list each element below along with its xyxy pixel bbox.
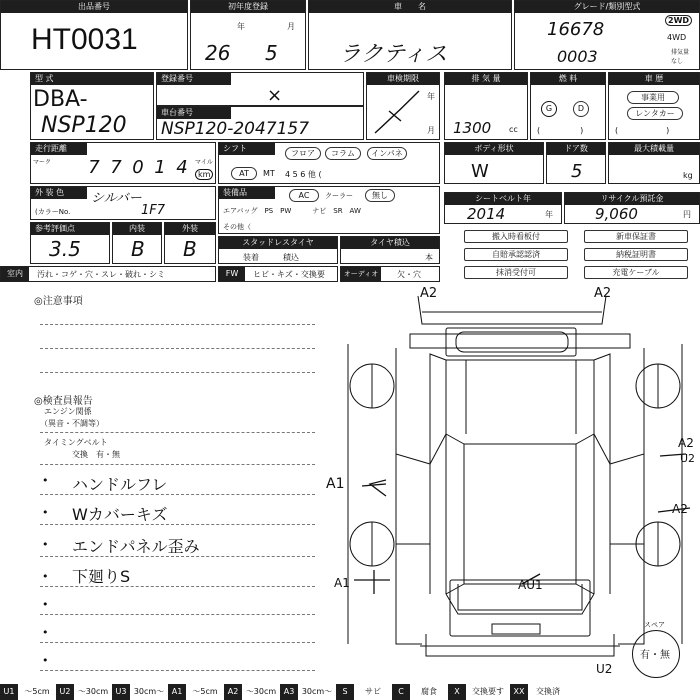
studless-options: 装着 積込 bbox=[243, 253, 299, 262]
legend-key: A2 bbox=[224, 684, 242, 700]
damage-mark: A2 bbox=[672, 502, 688, 516]
displacement-unit: cc bbox=[509, 125, 518, 134]
capacity-box bbox=[608, 142, 700, 184]
mileage-digit: 7 bbox=[88, 157, 100, 178]
history-label: 車 歴 bbox=[609, 73, 699, 85]
shift-label: シフト bbox=[219, 143, 275, 155]
car-name-box bbox=[308, 0, 512, 70]
car-name-value: ラクティス bbox=[339, 42, 448, 67]
history-box bbox=[608, 72, 700, 140]
body-shape-value: W bbox=[471, 161, 489, 182]
note-line bbox=[40, 464, 315, 465]
mileage-digit: 7 bbox=[110, 157, 122, 178]
registration-value: × bbox=[267, 85, 283, 106]
note-line bbox=[40, 372, 315, 373]
mile-unit: マイル bbox=[195, 159, 213, 166]
note-bullet: • bbox=[42, 538, 49, 551]
score-box bbox=[30, 222, 110, 264]
lot-number-label: 出品番号 bbox=[1, 1, 187, 13]
legend-key: U3 bbox=[112, 684, 130, 700]
doors-box bbox=[546, 142, 606, 184]
note-line bbox=[40, 494, 315, 495]
damage-mark: AU1 bbox=[518, 578, 543, 592]
report-item: 下廻りS bbox=[72, 567, 131, 586]
lot-number-box bbox=[0, 0, 188, 70]
note-bullet: • bbox=[42, 626, 49, 639]
capacity-unit: kg bbox=[683, 171, 693, 180]
document-grid bbox=[444, 228, 700, 280]
legend-key: A3 bbox=[280, 684, 298, 700]
note-line bbox=[40, 348, 315, 349]
first-registration-year: 26 bbox=[205, 41, 231, 65]
km-unit: km bbox=[195, 169, 213, 180]
equip-ac: AC bbox=[289, 189, 319, 202]
mileage-digit: 1 bbox=[154, 157, 166, 178]
seatbelt-label: シートベルト年 bbox=[445, 193, 561, 205]
year-unit: 年 bbox=[237, 22, 245, 31]
engine-sub: （異音・不調等） bbox=[40, 419, 104, 428]
legend-key: X bbox=[448, 684, 466, 700]
fuel-g-option: G bbox=[541, 101, 557, 117]
doc-insurance: 自賠承認認済 bbox=[464, 248, 568, 261]
legend-value: ～5cm bbox=[192, 687, 218, 696]
note-bullet: • bbox=[42, 474, 49, 487]
fuel-box bbox=[530, 72, 606, 140]
studless-label: スタッドレスタイヤ bbox=[219, 237, 337, 249]
legend-value: 交換要す bbox=[472, 687, 504, 696]
studless-box bbox=[218, 236, 338, 264]
legend-value: 30cm～ bbox=[133, 687, 165, 696]
legend-key: C bbox=[392, 684, 410, 700]
report-item: ハンドルフレ bbox=[72, 475, 168, 494]
chassis-label: 車台番号 bbox=[157, 107, 231, 119]
audio-box bbox=[340, 266, 440, 282]
shift-mt: MT bbox=[263, 169, 275, 178]
note-line bbox=[40, 642, 315, 643]
fw-box bbox=[218, 266, 338, 282]
shift-floor: フロア bbox=[285, 147, 321, 160]
legend-value: 腐食 bbox=[421, 687, 437, 696]
first-registration-label: 初年度登録 bbox=[191, 1, 305, 13]
damage-legend bbox=[0, 684, 700, 700]
audio-label: オーディオ bbox=[341, 267, 381, 281]
body-shape-box bbox=[444, 142, 544, 184]
shift-speeds: 4 5 6 他 ( bbox=[285, 170, 322, 179]
seatbelt-box bbox=[444, 192, 562, 224]
legend-key: U2 bbox=[56, 684, 74, 700]
displacement-box bbox=[444, 72, 528, 140]
note-bullet: • bbox=[42, 654, 49, 667]
note-bullet: • bbox=[42, 506, 49, 519]
doc-cancel: 抹消受付可 bbox=[464, 266, 568, 279]
caution-title: ◎注意事項 bbox=[34, 296, 83, 307]
damage-mark: A2 bbox=[594, 286, 612, 301]
history-paren: ( ) bbox=[615, 126, 670, 135]
damage-mark: A1 bbox=[334, 576, 350, 590]
body-shape-label: ボディ形状 bbox=[445, 143, 543, 155]
grade-label: グレード/類別型式 bbox=[515, 1, 699, 13]
score-label: 参考評価点 bbox=[31, 223, 109, 235]
registration-box bbox=[156, 72, 364, 106]
legend-key: A1 bbox=[168, 684, 186, 700]
note-line bbox=[40, 524, 315, 525]
fw-label: FW bbox=[219, 267, 245, 281]
model-type-box bbox=[30, 72, 154, 140]
engine-label: エンジン関係 bbox=[44, 407, 92, 416]
doc-tax: 納税証明書 bbox=[584, 248, 688, 261]
damage-mark: A2 bbox=[678, 436, 694, 450]
interior-score-value: B bbox=[131, 237, 145, 261]
doc-warranty: 新車保証書 bbox=[584, 230, 688, 243]
inspection-year-unit: 年 bbox=[427, 92, 435, 101]
color-box bbox=[30, 186, 216, 220]
mileage-digit: 0 bbox=[132, 157, 144, 178]
doc-cable: 充電ケーブル bbox=[584, 266, 688, 279]
shift-at: AT bbox=[231, 167, 257, 180]
timing-belt-label: タイミングベルト bbox=[44, 438, 108, 447]
drive-4wd: 4WD bbox=[667, 33, 687, 42]
inspection-month-unit: 月 bbox=[427, 126, 435, 135]
legend-key: XX bbox=[510, 684, 528, 700]
shift-box bbox=[218, 142, 440, 184]
legend-key: U1 bbox=[0, 684, 18, 700]
inspection-cross-mark bbox=[367, 73, 441, 141]
mark-label: マーク bbox=[33, 159, 52, 166]
recycle-box bbox=[564, 192, 700, 224]
fuel-paren: ( ) bbox=[537, 126, 584, 135]
color-label: 外 装 色 bbox=[31, 187, 87, 199]
color-code-label: (カラーNo. bbox=[35, 208, 71, 216]
note-bullet: • bbox=[42, 598, 49, 611]
chassis-value: NSP120-2047157 bbox=[161, 119, 310, 139]
exhaust-note: 排気量 なし bbox=[671, 49, 690, 65]
drive-2wd: 2WD bbox=[665, 15, 692, 26]
first-registration-box bbox=[190, 0, 306, 70]
legend-key: S bbox=[336, 684, 354, 700]
score-value: 3.5 bbox=[49, 237, 81, 261]
fuel-label: 燃 料 bbox=[531, 73, 605, 85]
seatbelt-unit: 年 bbox=[545, 210, 553, 219]
damage-mark: A2 bbox=[420, 286, 438, 301]
timing-belt-options: 交換 有・無 bbox=[72, 450, 120, 459]
tire-unit: 本 bbox=[425, 253, 433, 262]
interior-condition-label: 室内 bbox=[1, 267, 29, 281]
doors-label: ドア数 bbox=[547, 143, 605, 155]
recycle-label: リサイクル預託金 bbox=[565, 193, 699, 205]
note-bullet: • bbox=[42, 570, 49, 583]
damage-mark: A1 bbox=[326, 476, 345, 492]
month-unit: 月 bbox=[287, 22, 295, 31]
report-item: Wカバーキズ bbox=[72, 505, 168, 524]
recycle-unit: 円 bbox=[683, 210, 691, 219]
note-line bbox=[40, 324, 315, 325]
color-value: シルバー bbox=[91, 191, 142, 206]
mileage-digits bbox=[83, 157, 193, 178]
exterior-score-box bbox=[164, 222, 216, 264]
legend-value: サビ bbox=[365, 687, 381, 696]
inspection-box bbox=[366, 72, 440, 140]
model-type-value: DBA- bbox=[33, 87, 88, 112]
interior-condition-box bbox=[0, 266, 216, 282]
model-type-label: 型 式 bbox=[31, 73, 153, 85]
class-value: 0003 bbox=[557, 47, 598, 66]
note-line bbox=[40, 586, 315, 587]
doors-value: 5 bbox=[571, 161, 583, 182]
note-line bbox=[40, 614, 315, 615]
spare-label: スペア bbox=[644, 621, 665, 629]
equipment-box bbox=[218, 186, 440, 234]
car-name-label: 車 名 bbox=[309, 1, 511, 13]
inspection-label: 車検期限 bbox=[367, 73, 439, 85]
displacement-label: 排 気 量 bbox=[445, 73, 527, 85]
note-line bbox=[40, 556, 315, 557]
equip-other: その他（ bbox=[223, 223, 251, 231]
legend-value: ～5cm bbox=[24, 687, 50, 696]
tire-box bbox=[340, 236, 440, 264]
spare-value: 有・無 bbox=[640, 650, 670, 661]
report-item: エンドパネル歪み bbox=[72, 537, 200, 556]
legend-value: 交換済 bbox=[536, 687, 560, 696]
equipment-label: 装備品 bbox=[219, 187, 275, 199]
model-type-value-2: NSP120 bbox=[41, 113, 127, 138]
grade-box bbox=[514, 0, 700, 70]
legend-value: ～30cm bbox=[77, 687, 109, 696]
displacement-value: 1300 bbox=[453, 119, 492, 137]
note-line bbox=[40, 432, 315, 433]
business-use: 事業用 bbox=[627, 91, 679, 104]
registration-label: 登録番号 bbox=[157, 73, 231, 85]
recycle-value: 9,060 bbox=[595, 205, 638, 223]
exterior-score-value: B bbox=[183, 237, 197, 261]
report-title: ◎検査員報告 bbox=[34, 396, 93, 407]
equip-none: 無し bbox=[365, 189, 395, 202]
exterior-score-label: 外装 bbox=[165, 223, 215, 235]
equip-row2: エアバッグ PS PW ナビ SR AW bbox=[223, 207, 361, 215]
shift-column: コラム bbox=[325, 147, 361, 160]
note-line bbox=[40, 670, 315, 671]
capacity-label: 最大積載量 bbox=[609, 143, 699, 155]
fuel-d-option: D bbox=[573, 101, 589, 117]
mileage-digit: 4 bbox=[176, 157, 188, 178]
tire-label: タイヤ積込 bbox=[341, 237, 439, 249]
grade-value: 16678 bbox=[547, 19, 605, 40]
mileage-box bbox=[30, 142, 216, 184]
equip-cooler: クーラー bbox=[325, 192, 353, 200]
interior-condition-items: 汚れ・コゲ・穴・スレ・破れ・シミ bbox=[37, 270, 165, 279]
audio-items: 欠・穴 bbox=[397, 270, 421, 279]
mileage-label: 走行距離 bbox=[31, 143, 87, 155]
color-code-value: 1F7 bbox=[141, 203, 166, 218]
lot-number-value: HT0031 bbox=[31, 23, 138, 56]
interior-score-label: 内装 bbox=[113, 223, 161, 235]
fw-items: ヒビ・キズ・交換要 bbox=[253, 270, 325, 279]
damage-mark: U2 bbox=[680, 452, 696, 465]
legend-value: 30cm～ bbox=[301, 687, 333, 696]
doc-signboard: 搬入時看板付 bbox=[464, 230, 568, 243]
chassis-box bbox=[156, 106, 364, 140]
shift-dash: インパネ bbox=[367, 147, 407, 160]
rental-use: レンタカー bbox=[627, 107, 683, 120]
damage-mark: U2 bbox=[596, 662, 613, 676]
first-registration-month: 5 bbox=[265, 41, 278, 65]
legend-value: ～30cm bbox=[245, 687, 277, 696]
seatbelt-value: 2014 bbox=[467, 205, 506, 223]
interior-score-box bbox=[112, 222, 162, 264]
